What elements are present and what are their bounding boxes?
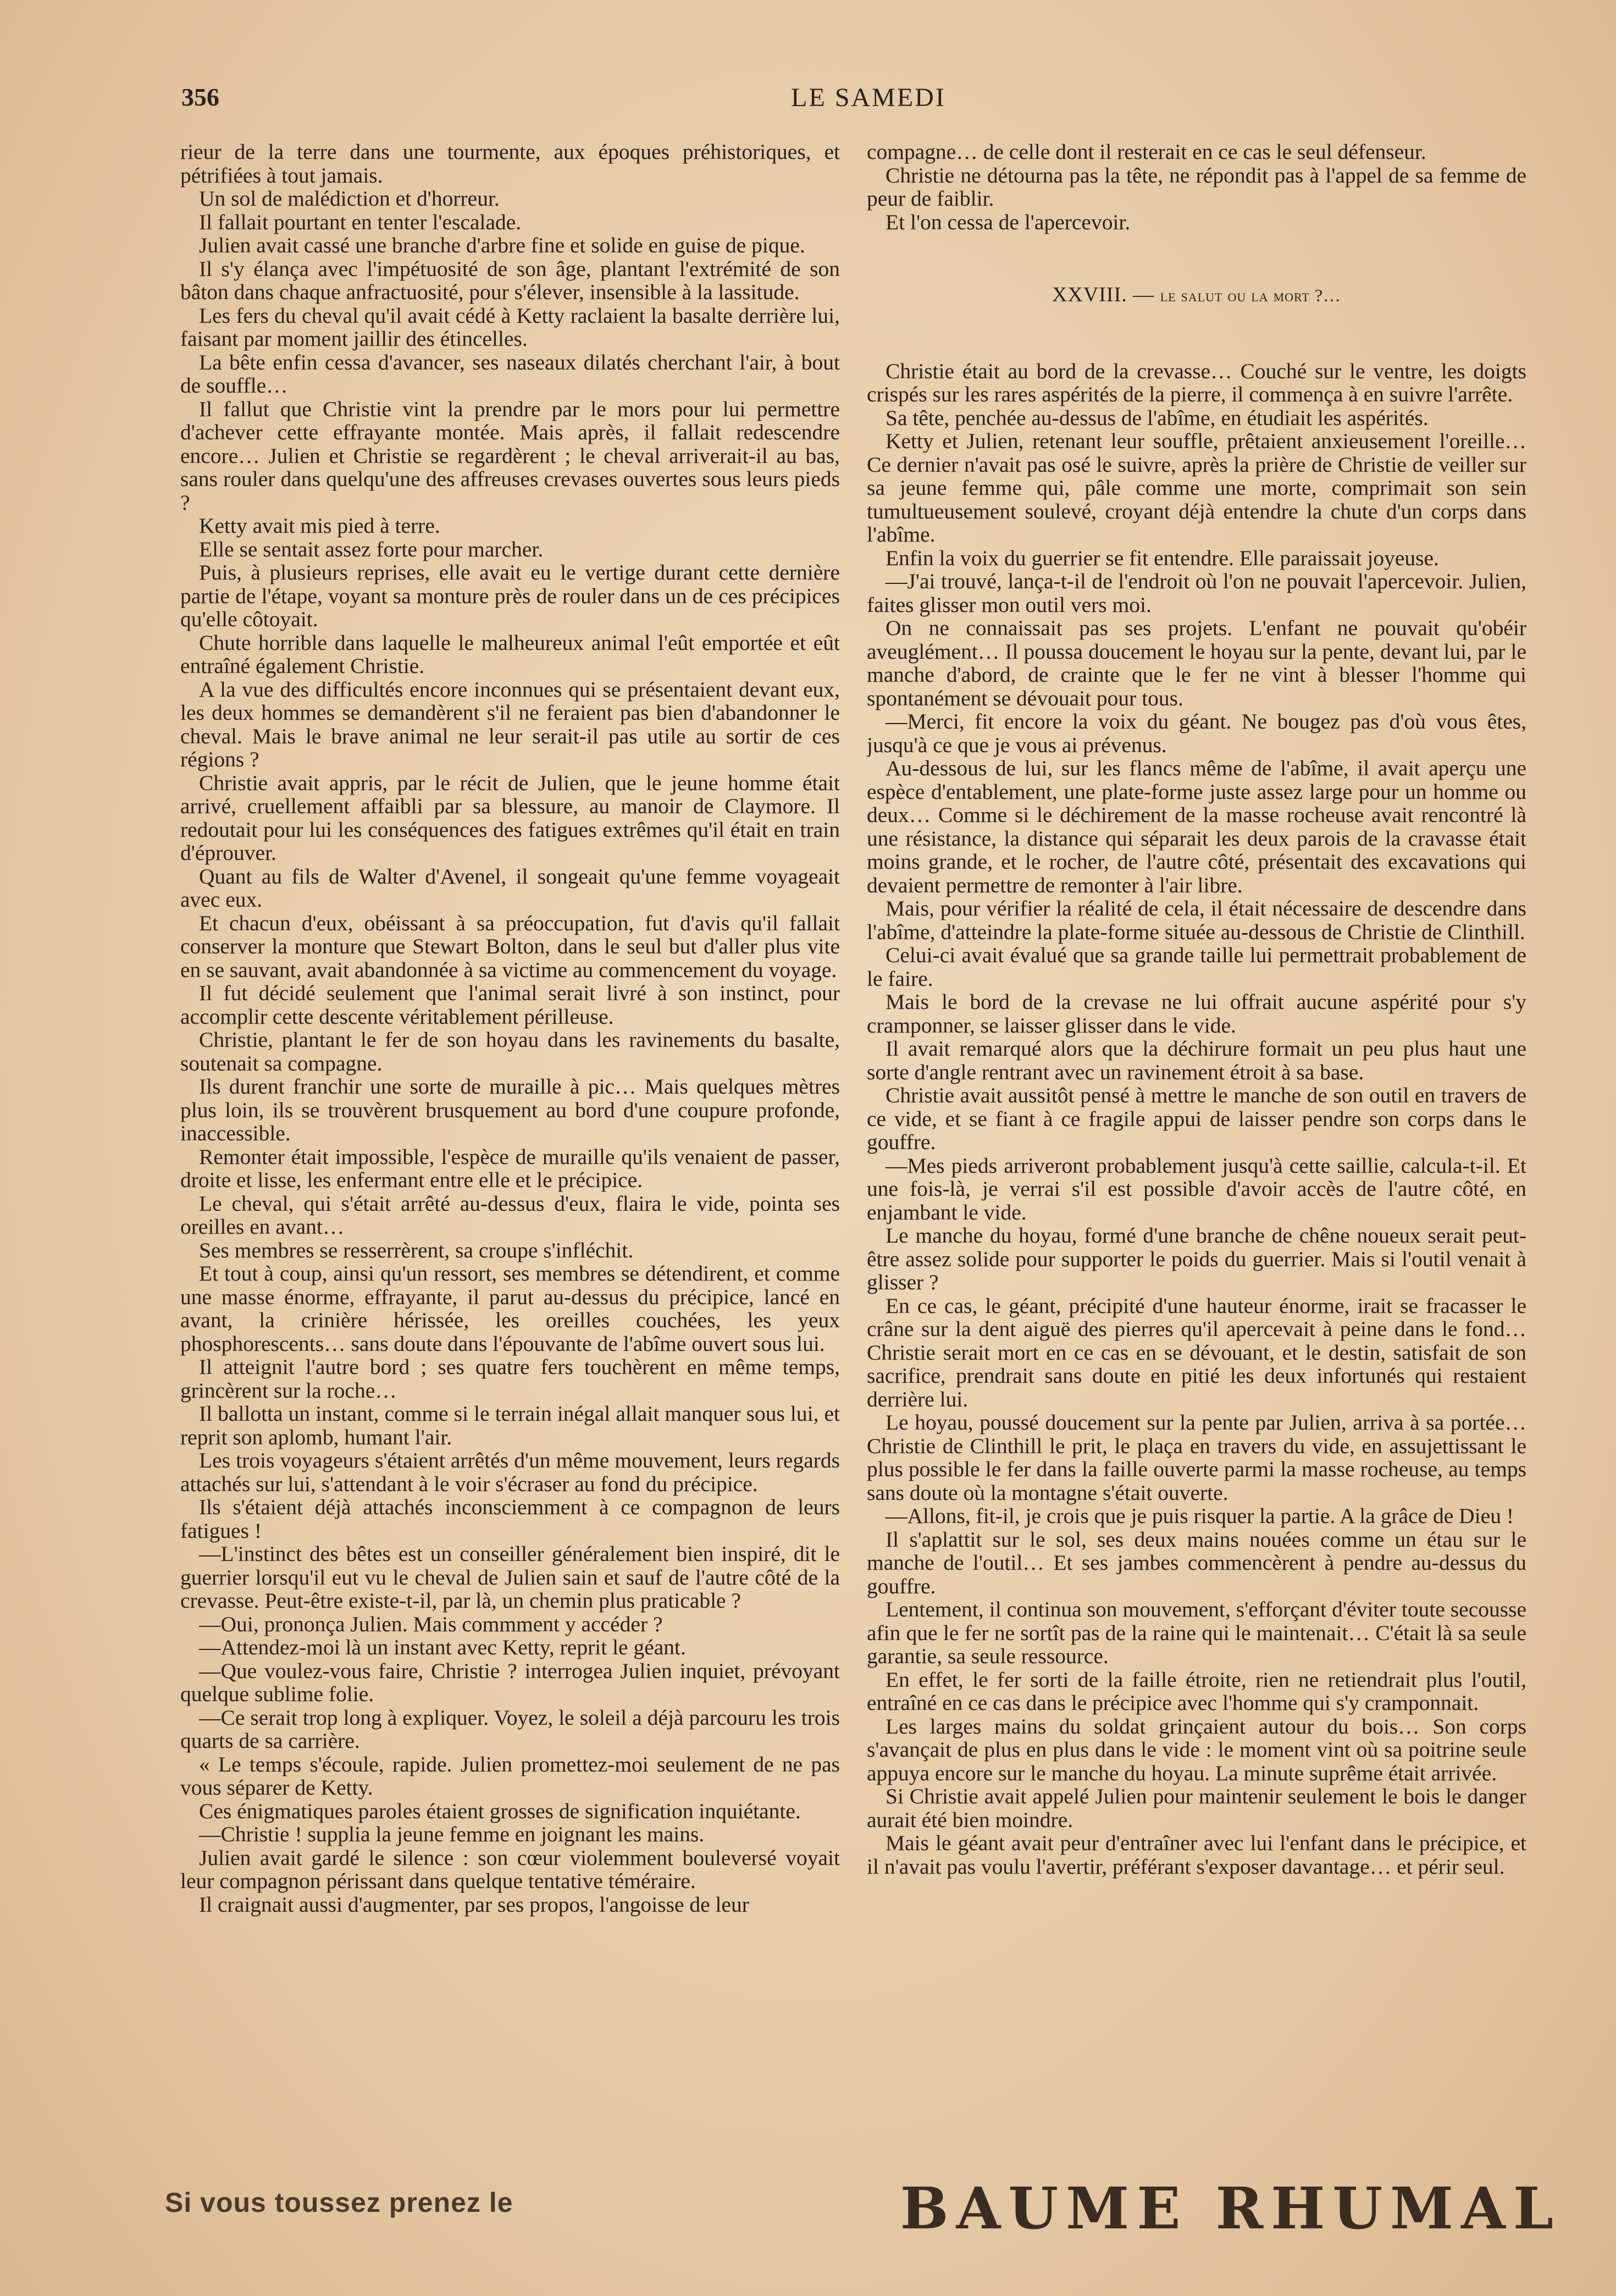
paragraph: A la vue des difficultés encore inconnues qui se présentaient devant eux, les deux hommes se demandèrent s'il ne feraient pas bien d'abandonner le cheval. Mais le brave animal ne leur serait-il pas utile au sortir de ces régions ? [180,677,840,771]
paragraph: —Christie ! supplia la jeune femme en joignant les mains. [199,1822,705,1846]
paragraph: Ces énigmatiques paroles étaient grosses de signification inquiétante. [199,1798,801,1823]
paragraph: Sa tête, penchée au-dessus de l'abîme, en étudiait les aspérités. [886,405,1429,430]
paragraph: —Ce serait trop long à expliquer. Voyez, le soleil a déjà parcouru les trois quarts de sa carrière. [180,1705,840,1753]
paragraph: —Attendez-moi là un instant avec Ketty, reprit le géant. [199,1635,686,1659]
paragraph: Christie, plantant le fer de son hoyau dans les ravinements du basalte, soutenait sa compagne. [180,1028,840,1075]
paragraph: Christie était au bord de la crevasse… Couché sur le ventre, les doigts crispés sur les rares aspérités de la pierre, il commença à en suivre l'arrête. [867,358,1526,406]
page-header [181,82,1556,121]
right-column [867,140,1526,2155]
paragraph: Lentement, il continua son mouvement, s'efforçant d'éviter toute secousse afin que le fer ne sortît pas de la raine qui le maintenait… C'était là sa seule garantie, sa seule ressource. [867,1597,1526,1668]
chapter-number: XXVIII. — [1051,283,1155,306]
paragraph: En effet, le fer sorti de la faille étroite, rien ne retiendrait plus l'outil, entraîné en ce cas dans le précipice avec l'homme qui s'y cramponnait. [867,1667,1526,1715]
paragraph: Il s'y élança avec l'impétuosité de son âge, plantant l'extrémité de son bâton dans chaque anfractuosité, pour s'élever, insensible à la lassitude. [180,256,840,304]
right-column-text-after [867,360,1526,1879]
page-number: 356 [181,83,219,111]
advertisement-banner [165,2174,1561,2246]
chapter-heading [867,283,1526,307]
paragraph: Il fut décidé seulement que l'animal serait livré à son instinct, pour accomplir cette descente véritablement périlleuse. [180,981,840,1029]
left-column [180,140,840,2155]
paragraph: —Mes pieds arriveront probablement jusqu'à cette saillie, calcula-t-il. Et une fois-là, je verrai s'il est possible d'avoir accès de l'autre côté, en enjambant le vide. [867,1153,1526,1224]
paragraph: Mais le bord de la crevase ne lui offrait aucune aspérité pour s'y cramponner, se laisser glisser dans le vide. [867,990,1526,1037]
paragraph: Il s'aplattit sur le sol, ses deux mains nouées comme un étau sur le manche de l'outil… Et ses jambes commencèrent à pendre au-dessus du gouffre. [867,1527,1526,1598]
paragraph: Puis, à plusieurs reprises, elle avait eu le vertige durant cette dernière partie de l'étape, voyant sa monture près de rouler dans un de ces précipices qu'elle côtoyait. [180,560,840,631]
advertisement-product: BAUME RHUMAL [900,2174,1561,2242]
paragraph: Il craignait aussi d'augmenter, par ses propos, l'angoisse de leur [199,1892,749,1917]
paragraph: Il fallut que Christie vint la prendre par le mors pour lui permettre d'achever cette effrayante montée. Mais après, il fallait redescendre encore… Julien et Christie se regardèrent ; le cheval arriverait-il au bas, sans rouler dans quelqu'une des affreuses crevases ouvertes sous leurs pieds ? [180,396,840,515]
paragraph: Christie avait aussitôt pensé à mettre le manche de son outil en travers de ce vide, et se fiant à ce fragile appui de laisser pendre son corps dans le gouffre. [867,1083,1526,1154]
paragraph: Les trois voyageurs s'étaient arrêtés d'un même mouvement, leurs regards attachés sur lui, s'attendant à le voir s'écraser au fond du précipice. [180,1448,840,1496]
paragraph: La bête enfin cessa d'avancer, ses naseaux dilatés cherchant l'air, à bout de souffle… [180,350,840,398]
paragraph: —Allons, fit-il, je crois que je puis risquer la partie. A la grâce de Dieu ! [886,1504,1514,1528]
paragraph: Christie ne détourna pas la tête, ne répondit pas à l'appel de sa femme de peur de faiblir. [867,163,1526,211]
paragraph: —J'ai trouvé, lança-t-il de l'endroit où l'on ne pouvait l'apercevoir. Julien, faites glisser mon outil vers moi. [867,569,1526,617]
paragraph: Ses membres se resserrèrent, sa croupe s'infléchit. [199,1238,634,1262]
paragraph: Ketty et Julien, retenant leur souffle, prêtaient anxieusement l'oreille… Ce dernier n'avait pas osé le suivre, après la prière de Christie de veiller sur sa jeune femme qui, pâle comme une morte, comprimait son sein tumultueusement soulevé, croyant déjà entendre la chute d'un corps dans l'abîme. [867,429,1526,547]
journal-title: LE SAMEDI [791,83,946,112]
paragraph: —Que voulez-vous faire, Christie ? interrogea Julien inquiet, prévoyant quelque sublime folie. [180,1658,840,1706]
paragraph: Ils s'étaient déjà attachés inconsciemment à ce compagnon de leurs fatigues ! [180,1495,840,1543]
paragraph: compagne… de celle dont il resterait en ce cas le seul défenseur. [867,140,1426,164]
paragraph: Julien avait cassé une branche d'arbre fine et solide en guise de pique. [199,233,805,257]
paragraph: —Oui, prononça Julien. Mais commment y accéder ? [199,1611,663,1636]
paragraph: Un sol de malédiction et d'horreur. [199,186,500,211]
left-column-text [180,140,840,1916]
paragraph: Le manche du hoyau, formé d'une branche de chêne noueux serait peut-être assez solide pour supporter le poids du guerrier. Mais si l'outil venait à glisser ? [867,1223,1526,1294]
paragraph: Quant au fils de Walter d'Avenel, il songeait qu'une femme voyageait avec eux. [180,864,840,912]
paragraph: Il fallait pourtant en tenter l'escalade. [199,209,522,234]
paragraph: On ne connaissait pas ses projets. L'enfant ne pouvait qu'obéir aveuglément… Il poussa doucement le hoyau sur la pente, devant lui, par le manche d'abord, de crainte que le fer ne vint à blesser l'homme qui spontanément se dévouait pour tous. [867,616,1526,710]
advertisement-lead: Si vous toussez prenez le [165,2187,513,2218]
paragraph: —Merci, fit encore la voix du géant. Ne bougez pas d'où vous êtes, jusqu'à ce que je vous ai prévenus. [867,709,1526,757]
paragraph: Si Christie avait appelé Julien pour maintenir seulement le bois le danger aurait été bien moindre. [867,1784,1526,1832]
paragraph: Il avait remarqué alors que la déchirure formait un peu plus haut une sorte d'angle rentrant avec un ravinement étroit à sa base. [867,1036,1526,1084]
paragraph: rieur de la terre dans une tourmente, aux époques préhistoriques, et pétrifiées à tout jamais. [180,140,840,187]
paragraph: En ce cas, le géant, précipité d'une hauteur énorme, irait se fracasser le crâne sur la dent aiguë des pierres qu'il apercevait à peine dans le fond… Christie serait mort en ce cas en se dévouant, et le destin, satisfait de son sacrifice, prendrait sans doute en pitié les deux infortunés qui restaient derrière lui. [867,1293,1526,1411]
paragraph: Mais le géant avait peur d'entraîner avec lui l'enfant dans le précipice, et il n'avait pas voulu l'avertir, préférant s'exposer davantage… et périr seul. [867,1831,1526,1879]
paragraph: Le cheval, qui s'était arrêté au-dessus d'eux, flaira le vide, pointa ses oreilles en avant… [180,1191,840,1239]
right-column-text-before [867,140,1526,234]
paragraph: Il ballotta un instant, comme si le terrain inégal allait manquer sous lui, et reprit son aplomb, humant l'air. [180,1401,840,1449]
paragraph: « Le temps s'écoule, rapide. Julien promettez-moi seulement de ne pas vous séparer de Ketty. [180,1752,840,1800]
chapter-title: le salut ou la mort ?… [1160,285,1342,305]
paragraph: Le hoyau, poussé doucement sur la pente par Julien, arriva à sa portée… Christie de Clinthill le prit, le plaça en travers du vide, en assujettissant le plus possible le fer dans la faille ouverte parmi la masse rocheuse, au temps sans doute où la montagne s'était ouverte. [867,1410,1526,1505]
paragraph: Chute horrible dans laquelle le malheureux animal l'eût emportée et eût entraîné également Christie. [180,630,840,678]
paragraph: Ils durent franchir une sorte de muraille à pic… Mais quelques mètres plus loin, ils se trouvèrent brusquement au bord d'une coupure profonde, inaccessible. [180,1074,840,1145]
paragraph: Elle se sentait assez forte pour marcher. [199,537,544,561]
paragraph: Julien avait gardé le silence : son cœur violemment bouleversé voyait leur compagnon périssant dans quelque tentative téméraire. [180,1845,840,1893]
paragraph: Et l'on cessa de l'apercevoir. [886,209,1131,234]
paragraph: Remonter était impossible, l'espèce de muraille qu'ils venaient de passer, droite et lisse, les enfermant entre elle et le précipice. [180,1144,840,1192]
paragraph: Enfin la voix du guerrier se fit entendre. Elle paraissait joyeuse. [886,545,1439,570]
paragraph: Christie avait appris, par le récit de Julien, que le jeune homme était arrivé, cruellement affaibli par sa blessure, au manoir de Claymore. Il redoutait pour lui les conséquences des fatigues extrêmes qu'il était en train d'éprouver. [180,770,840,865]
paragraph: Et chacun d'eux, obéissant à sa préoccupation, fut d'avis qu'il fallait conserver la monture que Stewart Bolton, dans le seul but d'aller plus vite en se sauvant, avait abandonnée à sa victime au commencement du voyage. [180,910,840,982]
paragraph: Celui-ci avait évalué que sa grande taille lui permettrait probablement de le faire. [867,943,1526,991]
paragraph: Il atteignit l'autre bord ; ses quatre fers touchèrent en même temps, grincèrent sur la roche… [180,1355,840,1403]
paragraph: Les fers du cheval qu'il avait cédé à Ketty raclaient la basalte derrière lui, faisant par moment jaillir des étincelles. [180,303,840,351]
paragraph: Les larges mains du soldat grinçaient autour du bois… Son corps s'avançait de plus en plus dans le vide : le moment vint où sa poitrine seule appuya encore sur le manche du hoyau. La minute suprême était arrivée. [867,1714,1526,1785]
paragraph: Mais, pour vérifier la réalité de cela, il était nécessaire de descendre dans l'abîme, d'atteindre la plate-forme située au-dessous de Christie de Clinthill. [867,896,1526,944]
paragraph: Ketty avait mis pied à terre. [199,514,440,538]
paragraph: Au-dessous de lui, sur les flancs même de l'abîme, il avait aperçu une espèce d'entablement, une plate-forme juste assez large pour un homme ou deux… Comme si le déchirement de la masse rocheuse avait rencontré là une résistance, la distance qui séparait les deux parois de la cravasse était moins grande, et le rocher, de l'autre côté, présentait des excavations qui devaient permettre de remonter à l'air libre. [867,756,1526,897]
paragraph: —L'instinct des bêtes est un conseiller généralement bien inspiré, dit le guerrier lorsqu'il eut vu le cheval de Julien sain et sauf de l'autre côté de la crevasse. Peut-être existe-t-il, par là, un chemin plus praticable ? [180,1542,840,1613]
paragraph: Et tout à coup, ainsi qu'un ressort, ses membres se détendirent, et comme une masse énorme, effrayante, il parut au-dessus du précipice, lancé en avant, la crinière hérissée, les oreilles couchées, les yeux phosphorescents… sans doute dans l'épouvante de l'abîme ouvert sous lui. [180,1261,840,1356]
